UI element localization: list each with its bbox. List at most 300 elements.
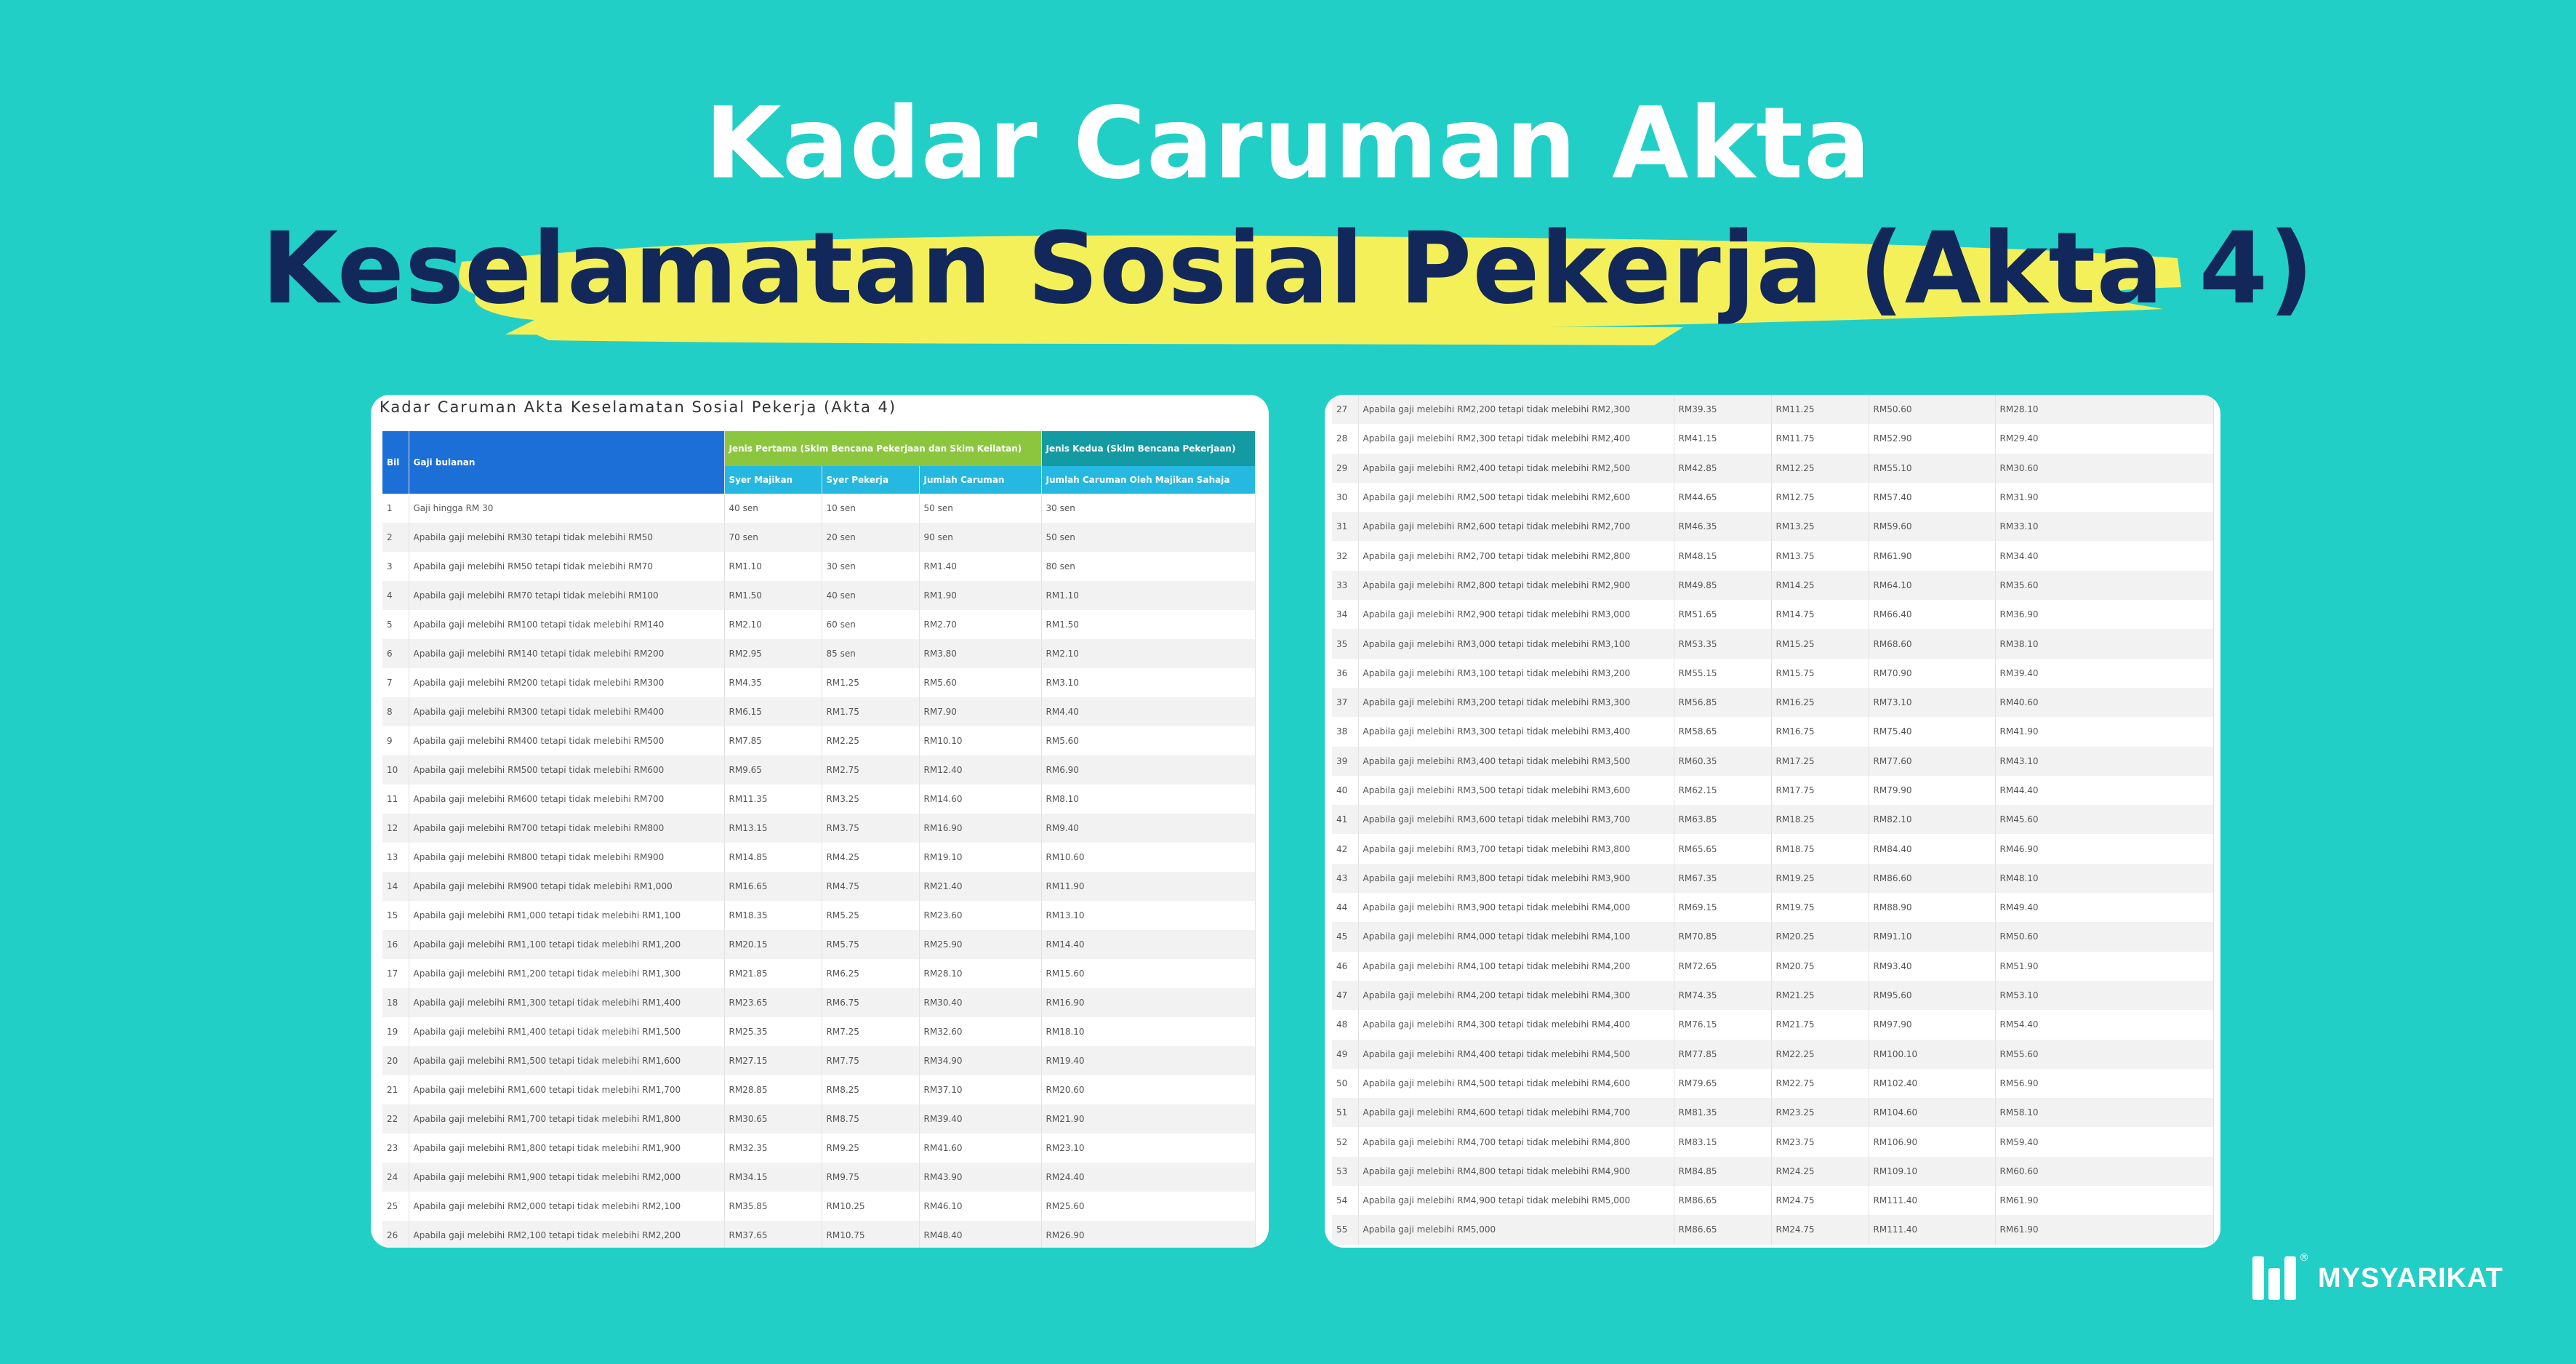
cell-bil: 45 (1332, 922, 1358, 951)
cell-syer-majikan: RM77.85 (1674, 1040, 1771, 1069)
cell-syer-majikan: RM69.15 (1674, 893, 1771, 922)
cell-jumlah-caruman: RM104.60 (1869, 1098, 1995, 1127)
cell-bil: 19 (382, 1017, 409, 1046)
cell-jumlah-majikan: RM56.90 (1995, 1069, 2213, 1098)
cell-syer-pekerja: RM13.75 (1771, 541, 1869, 570)
cell-syer-pekerja: RM4.75 (822, 872, 919, 901)
cell-gaji: Apabila gaji melebihi RM140 tetapi tidak melebihi RM200 (409, 639, 724, 668)
cell-syer-majikan: RM83.15 (1674, 1127, 1771, 1156)
cell-jumlah-caruman: RM79.90 (1869, 776, 1995, 805)
cell-jumlah-caruman: RM32.60 (919, 1017, 1041, 1046)
cell-gaji: Apabila gaji melebihi RM1,400 tetapi tidak melebihi RM1,500 (409, 1017, 724, 1046)
cell-jumlah-caruman: RM14.60 (919, 785, 1041, 814)
cell-jumlah-caruman: RM48.40 (919, 1221, 1041, 1248)
table-row (1332, 600, 2213, 629)
header-jenis-pertama: Jenis Pertama (Skim Bencana Pekerjaan dan Skim Keilatan) (724, 431, 1041, 466)
cell-jumlah-caruman: RM106.90 (1869, 1127, 1995, 1156)
contribution-table-left (382, 431, 1256, 1248)
cell-jumlah-majikan: RM51.90 (1995, 952, 2213, 981)
cell-syer-majikan: RM20.15 (724, 930, 822, 959)
table-card-left (371, 395, 1269, 1248)
cell-jumlah-majikan: RM24.40 (1041, 1163, 1255, 1192)
cell-jumlah-caruman: RM10.10 (919, 726, 1041, 755)
cell-jumlah-majikan: RM20.60 (1041, 1075, 1255, 1104)
table-row (1332, 717, 2213, 746)
cell-syer-majikan: RM9.65 (724, 755, 822, 785)
cell-gaji: Apabila gaji melebihi RM800 tetapi tidak melebihi RM900 (409, 843, 724, 872)
cell-syer-pekerja: RM15.25 (1771, 629, 1869, 658)
table-row (382, 523, 1255, 552)
cell-bil: 10 (382, 755, 409, 785)
cell-syer-pekerja: RM6.25 (822, 959, 919, 988)
cell-bil: 39 (1332, 747, 1358, 776)
table-row (382, 1192, 1255, 1221)
cell-bil: 7 (382, 668, 409, 697)
cell-jumlah-caruman: RM1.90 (919, 581, 1041, 610)
cell-gaji: Apabila gaji melebihi RM3,700 tetapi tidak melebihi RM3,800 (1358, 834, 1674, 863)
cell-gaji: Apabila gaji melebihi RM3,500 tetapi tidak melebihi RM3,600 (1358, 776, 1674, 805)
cell-jumlah-caruman: RM25.90 (919, 930, 1041, 959)
cell-jumlah-caruman: RM2.70 (919, 610, 1041, 639)
cell-syer-pekerja: 20 sen (822, 523, 919, 552)
table-row (382, 814, 1255, 843)
cell-jumlah-majikan: RM61.90 (1995, 1215, 2213, 1244)
cell-jumlah-majikan: RM9.40 (1041, 814, 1255, 843)
cell-syer-majikan: RM74.35 (1674, 981, 1771, 1010)
cell-syer-majikan: RM25.35 (724, 1017, 822, 1046)
cell-jumlah-caruman: RM97.90 (1869, 1010, 1995, 1039)
cell-bil: 17 (382, 959, 409, 988)
cell-syer-pekerja: RM21.75 (1771, 1010, 1869, 1039)
cell-gaji: Apabila gaji melebihi RM2,100 tetapi tidak melebihi RM2,200 (409, 1221, 724, 1248)
logo-mark-icon: ® (2252, 1256, 2309, 1300)
cell-syer-majikan: RM84.85 (1674, 1157, 1771, 1186)
cell-jumlah-majikan: RM30.60 (1995, 454, 2213, 483)
cell-gaji: Apabila gaji melebihi RM70 tetapi tidak melebihi RM100 (409, 581, 724, 610)
cell-syer-pekerja: RM1.75 (822, 697, 919, 726)
cell-bil: 28 (1332, 424, 1358, 453)
cell-jumlah-caruman: RM50.60 (1869, 395, 1995, 424)
cell-bil: 34 (1332, 600, 1358, 629)
cell-bil: 15 (382, 901, 409, 930)
table-row (382, 581, 1255, 610)
cell-jumlah-caruman: RM100.10 (1869, 1040, 1995, 1069)
cell-syer-majikan: RM48.15 (1674, 541, 1771, 570)
table-row (382, 901, 1255, 930)
cell-syer-pekerja: RM17.25 (1771, 747, 1869, 776)
table-row (382, 494, 1255, 523)
cell-jumlah-caruman: 50 sen (919, 494, 1041, 523)
cell-jumlah-caruman: RM84.40 (1869, 834, 1995, 863)
cell-gaji: Apabila gaji melebihi RM4,200 tetapi tidak melebihi RM4,300 (1358, 981, 1674, 1010)
cell-jumlah-majikan: RM8.10 (1041, 785, 1255, 814)
cell-bil: 29 (1332, 454, 1358, 483)
table-row (382, 1075, 1255, 1104)
cell-gaji: Apabila gaji melebihi RM4,800 tetapi tidak melebihi RM4,900 (1358, 1157, 1674, 1186)
cell-gaji: Apabila gaji melebihi RM4,700 tetapi tidak melebihi RM4,800 (1358, 1127, 1674, 1156)
cell-jumlah-majikan: RM49.40 (1995, 893, 2213, 922)
cell-jumlah-caruman: RM30.40 (919, 988, 1041, 1017)
table-row (1332, 629, 2213, 658)
cell-syer-majikan: RM79.65 (1674, 1069, 1771, 1098)
cell-bil: 38 (1332, 717, 1358, 746)
table-row (382, 930, 1255, 959)
cell-syer-majikan: RM42.85 (1674, 454, 1771, 483)
cell-gaji: Apabila gaji melebihi RM1,200 tetapi tidak melebihi RM1,300 (409, 959, 724, 988)
cell-jumlah-majikan: RM18.10 (1041, 1017, 1255, 1046)
table-row (382, 639, 1255, 668)
header-gaji-bulanan: Gaji bulanan (409, 431, 724, 494)
cell-bil: 35 (1332, 629, 1358, 658)
cell-gaji: Apabila gaji melebihi RM2,000 tetapi tidak melebihi RM2,100 (409, 1192, 724, 1221)
mysyarikat-logo (2252, 1252, 2503, 1300)
cell-syer-pekerja: RM3.25 (822, 785, 919, 814)
cell-bil: 11 (382, 785, 409, 814)
cell-gaji: Apabila gaji melebihi RM1,600 tetapi tidak melebihi RM1,700 (409, 1075, 724, 1104)
contribution-table-right (1332, 395, 2214, 1245)
cell-syer-majikan: RM86.65 (1674, 1215, 1771, 1244)
cell-syer-majikan: RM30.65 (724, 1104, 822, 1134)
table-row (382, 1046, 1255, 1075)
header-jumlah-majikan-sahaja: Jumlah Caruman Oleh Majikan Sahaja (1041, 466, 1255, 494)
cell-jumlah-caruman: RM73.10 (1869, 688, 1995, 717)
cell-bil: 9 (382, 726, 409, 755)
cell-bil: 32 (1332, 541, 1358, 570)
cell-jumlah-caruman: RM39.40 (919, 1104, 1041, 1134)
cell-syer-majikan: RM55.15 (1674, 659, 1771, 688)
cell-bil: 26 (382, 1221, 409, 1248)
cell-gaji: Apabila gaji melebihi RM2,500 tetapi tidak melebihi RM2,600 (1358, 483, 1674, 512)
table-row (382, 610, 1255, 639)
cell-syer-pekerja: RM14.75 (1771, 600, 1869, 629)
cell-jumlah-caruman: RM16.90 (919, 814, 1041, 843)
table-row (382, 1163, 1255, 1192)
cell-gaji: Apabila gaji melebihi RM1,900 tetapi tidak melebihi RM2,000 (409, 1163, 724, 1192)
cell-syer-majikan: RM18.35 (724, 901, 822, 930)
cell-jumlah-majikan: RM48.10 (1995, 864, 2213, 893)
cell-bil: 30 (1332, 483, 1358, 512)
cell-bil: 21 (382, 1075, 409, 1104)
cell-syer-majikan: RM4.35 (724, 668, 822, 697)
cell-syer-majikan: RM44.65 (1674, 483, 1771, 512)
cell-syer-pekerja: RM7.75 (822, 1046, 919, 1075)
cell-jumlah-majikan: RM59.40 (1995, 1127, 2213, 1156)
cell-jumlah-caruman: RM95.60 (1869, 981, 1995, 1010)
cell-jumlah-caruman: RM52.90 (1869, 424, 1995, 453)
cell-gaji: Apabila gaji melebihi RM4,400 tetapi tidak melebihi RM4,500 (1358, 1040, 1674, 1069)
cell-syer-majikan: RM58.65 (1674, 717, 1771, 746)
table-row (1332, 571, 2213, 600)
cell-syer-pekerja: RM15.75 (1771, 659, 1869, 688)
cell-jumlah-caruman: RM34.90 (919, 1046, 1041, 1075)
cell-bil: 6 (382, 639, 409, 668)
cell-jumlah-majikan: RM46.90 (1995, 834, 2213, 863)
cell-jumlah-caruman: RM37.10 (919, 1075, 1041, 1104)
cell-syer-pekerja: 60 sen (822, 610, 919, 639)
cell-jumlah-caruman: RM57.40 (1869, 483, 1995, 512)
cell-syer-pekerja: RM10.25 (822, 1192, 919, 1221)
cell-gaji: Apabila gaji melebihi RM1,100 tetapi tidak melebihi RM1,200 (409, 930, 724, 959)
cell-syer-pekerja: 40 sen (822, 581, 919, 610)
cell-jumlah-majikan: RM26.90 (1041, 1221, 1255, 1248)
cell-gaji: Apabila gaji melebihi RM1,700 tetapi tidak melebihi RM1,800 (409, 1104, 724, 1134)
table-row (382, 755, 1255, 785)
cell-syer-pekerja: RM2.25 (822, 726, 919, 755)
cell-syer-pekerja: 85 sen (822, 639, 919, 668)
cell-jumlah-caruman: RM77.60 (1869, 747, 1995, 776)
cell-syer-majikan: RM37.65 (724, 1221, 822, 1248)
title-line-1: Kadar Caruman Akta (705, 87, 1871, 201)
cell-jumlah-majikan: RM43.10 (1995, 747, 2213, 776)
cell-gaji: Apabila gaji melebihi RM1,300 tetapi tidak melebihi RM1,400 (409, 988, 724, 1017)
cell-bil: 50 (1332, 1069, 1358, 1098)
table-row (1332, 688, 2213, 717)
cell-syer-majikan: RM41.15 (1674, 424, 1771, 453)
cell-gaji: Apabila gaji melebihi RM700 tetapi tidak melebihi RM800 (409, 814, 724, 843)
cell-syer-majikan: RM46.35 (1674, 512, 1771, 541)
cell-jumlah-majikan: RM14.40 (1041, 930, 1255, 959)
cell-bil: 42 (1332, 834, 1358, 863)
header-bil: Bil (382, 431, 409, 494)
table-row (1332, 1157, 2213, 1186)
cell-gaji: Apabila gaji melebihi RM4,000 tetapi tidak melebihi RM4,100 (1358, 922, 1674, 951)
cell-jumlah-majikan: RM1.10 (1041, 581, 1255, 610)
cell-bil: 31 (1332, 512, 1358, 541)
cell-gaji: Apabila gaji melebihi RM2,700 tetapi tidak melebihi RM2,800 (1358, 541, 1674, 570)
cell-jumlah-caruman: RM46.10 (919, 1192, 1041, 1221)
cell-jumlah-majikan: RM44.40 (1995, 776, 2213, 805)
table-row (382, 843, 1255, 872)
cell-jumlah-majikan: RM19.40 (1041, 1046, 1255, 1075)
cell-jumlah-caruman: RM5.60 (919, 668, 1041, 697)
cell-syer-pekerja: RM22.25 (1771, 1040, 1869, 1069)
cell-gaji: Apabila gaji melebihi RM500 tetapi tidak melebihi RM600 (409, 755, 724, 785)
cell-jumlah-majikan: RM13.10 (1041, 901, 1255, 930)
cell-syer-majikan: RM53.35 (1674, 629, 1771, 658)
cell-syer-majikan: RM2.95 (724, 639, 822, 668)
table-row (1332, 981, 2213, 1010)
cell-syer-pekerja: RM23.25 (1771, 1098, 1869, 1127)
table-row (1332, 1127, 2213, 1156)
cell-gaji: Apabila gaji melebihi RM4,500 tetapi tidak melebihi RM4,600 (1358, 1069, 1674, 1098)
table-row (382, 959, 1255, 988)
cell-gaji: Apabila gaji melebihi RM400 tetapi tidak melebihi RM500 (409, 726, 724, 755)
cell-syer-pekerja: RM4.25 (822, 843, 919, 872)
cell-bil: 27 (1332, 395, 1358, 424)
cell-jumlah-majikan: RM33.10 (1995, 512, 2213, 541)
cell-bil: 47 (1332, 981, 1358, 1010)
cell-bil: 18 (382, 988, 409, 1017)
cell-jumlah-caruman: RM55.10 (1869, 454, 1995, 483)
cell-gaji: Apabila gaji melebihi RM1,000 tetapi tidak melebihi RM1,100 (409, 901, 724, 930)
cell-syer-majikan: RM72.65 (1674, 952, 1771, 981)
cell-syer-majikan: RM39.35 (1674, 395, 1771, 424)
cell-gaji: Apabila gaji melebihi RM3,100 tetapi tidak melebihi RM3,200 (1358, 659, 1674, 688)
cell-jumlah-majikan: RM39.40 (1995, 659, 2213, 688)
table-row (1332, 1069, 2213, 1098)
table-row (382, 726, 1255, 755)
cell-bil: 44 (1332, 893, 1358, 922)
cell-gaji: Apabila gaji melebihi RM3,000 tetapi tidak melebihi RM3,100 (1358, 629, 1674, 658)
cell-gaji: Apabila gaji melebihi RM3,400 tetapi tidak melebihi RM3,500 (1358, 747, 1674, 776)
table-row (1332, 541, 2213, 570)
cell-gaji: Apabila gaji melebihi RM4,600 tetapi tidak melebihi RM4,700 (1358, 1098, 1674, 1127)
cell-syer-majikan: RM81.35 (1674, 1098, 1771, 1127)
cell-jumlah-majikan: RM60.60 (1995, 1157, 2213, 1186)
table-row (382, 1017, 1255, 1046)
cell-syer-majikan: RM86.65 (1674, 1186, 1771, 1215)
cell-syer-majikan: RM67.35 (1674, 864, 1771, 893)
cell-bil: 24 (382, 1163, 409, 1192)
cell-syer-majikan: RM76.15 (1674, 1010, 1771, 1039)
cell-syer-pekerja: RM24.75 (1771, 1186, 1869, 1215)
cell-syer-majikan: RM65.65 (1674, 834, 1771, 863)
table-row (1332, 483, 2213, 512)
cell-syer-majikan: RM62.15 (1674, 776, 1771, 805)
cell-syer-pekerja: RM20.25 (1771, 922, 1869, 951)
cell-syer-majikan: 40 sen (724, 494, 822, 523)
cell-bil: 3 (382, 552, 409, 581)
cell-gaji: Apabila gaji melebihi RM30 tetapi tidak melebihi RM50 (409, 523, 724, 552)
cell-gaji: Apabila gaji melebihi RM300 tetapi tidak melebihi RM400 (409, 697, 724, 726)
cell-bil: 5 (382, 610, 409, 639)
table-row (1332, 659, 2213, 688)
cell-bil: 2 (382, 523, 409, 552)
cell-jumlah-caruman: RM12.40 (919, 755, 1041, 785)
cell-bil: 41 (1332, 805, 1358, 834)
cell-syer-pekerja: RM11.75 (1771, 424, 1869, 453)
header-jenis-kedua: Jenis Kedua (Skim Bencana Pekerjaan) (1041, 431, 1255, 466)
cell-syer-majikan: RM51.65 (1674, 600, 1771, 629)
table-row (1332, 864, 2213, 893)
cell-jumlah-caruman: RM91.10 (1869, 922, 1995, 951)
cell-syer-majikan: RM56.85 (1674, 688, 1771, 717)
cell-syer-pekerja: RM21.25 (1771, 981, 1869, 1010)
cell-syer-majikan: RM6.15 (724, 697, 822, 726)
cell-bil: 14 (382, 872, 409, 901)
cell-syer-pekerja: RM7.25 (822, 1017, 919, 1046)
cell-bil: 1 (382, 494, 409, 523)
cell-syer-pekerja: RM19.25 (1771, 864, 1869, 893)
table-row (1332, 395, 2213, 424)
cell-gaji: Apabila gaji melebihi RM1,500 tetapi tidak melebihi RM1,600 (409, 1046, 724, 1075)
cell-bil: 36 (1332, 659, 1358, 688)
cell-gaji: Apabila gaji melebihi RM2,600 tetapi tidak melebihi RM2,700 (1358, 512, 1674, 541)
cell-jumlah-caruman: RM70.90 (1869, 659, 1995, 688)
cell-syer-pekerja: 10 sen (822, 494, 919, 523)
cell-jumlah-caruman: RM111.40 (1869, 1215, 1995, 1244)
cell-syer-majikan: RM7.85 (724, 726, 822, 755)
cell-syer-majikan: RM32.35 (724, 1134, 822, 1163)
cell-gaji: Apabila gaji melebihi RM4,100 tetapi tidak melebihi RM4,200 (1358, 952, 1674, 981)
cell-jumlah-caruman: RM43.90 (919, 1163, 1041, 1192)
cell-bil: 49 (1332, 1040, 1358, 1069)
cell-jumlah-majikan: RM34.40 (1995, 541, 2213, 570)
cell-gaji: Apabila gaji melebihi RM900 tetapi tidak melebihi RM1,000 (409, 872, 724, 901)
cell-syer-majikan: RM2.10 (724, 610, 822, 639)
cell-syer-majikan: RM70.85 (1674, 922, 1771, 951)
table-row (382, 552, 1255, 581)
cell-syer-pekerja: 30 sen (822, 552, 919, 581)
cell-jumlah-caruman: RM1.40 (919, 552, 1041, 581)
cell-gaji: Apabila gaji melebihi RM2,400 tetapi tidak melebihi RM2,500 (1358, 454, 1674, 483)
table-row (382, 1104, 1255, 1134)
table-row (382, 697, 1255, 726)
cell-jumlah-caruman: RM21.40 (919, 872, 1041, 901)
cell-jumlah-caruman: RM61.90 (1869, 541, 1995, 570)
cell-bil: 4 (382, 581, 409, 610)
cell-jumlah-majikan: RM54.40 (1995, 1010, 2213, 1039)
cell-bil: 12 (382, 814, 409, 843)
cell-syer-majikan: RM28.85 (724, 1075, 822, 1104)
cell-jumlah-caruman: RM93.40 (1869, 952, 1995, 981)
cell-jumlah-majikan: RM15.60 (1041, 959, 1255, 988)
cell-syer-pekerja: RM3.75 (822, 814, 919, 843)
cell-jumlah-majikan: RM10.60 (1041, 843, 1255, 872)
cell-jumlah-majikan: RM38.10 (1995, 629, 2213, 658)
table-row (382, 668, 1255, 697)
cell-syer-majikan: RM13.15 (724, 814, 822, 843)
cell-gaji: Apabila gaji melebihi RM2,300 tetapi tidak melebihi RM2,400 (1358, 424, 1674, 453)
title-line-2: Keselamatan Sosial Pekerja (Akta 4) (261, 212, 2315, 326)
cell-syer-pekerja: RM17.75 (1771, 776, 1869, 805)
cell-jumlah-majikan: 50 sen (1041, 523, 1255, 552)
cell-jumlah-majikan: RM50.60 (1995, 922, 2213, 951)
cell-gaji: Apabila gaji melebihi RM5,000 (1358, 1215, 1674, 1244)
cell-syer-pekerja: RM14.25 (1771, 571, 1869, 600)
cell-jumlah-majikan: RM4.40 (1041, 697, 1255, 726)
cell-syer-majikan: RM11.35 (724, 785, 822, 814)
cell-syer-pekerja: RM16.75 (1771, 717, 1869, 746)
cell-jumlah-majikan: RM31.90 (1995, 483, 2213, 512)
cell-bil: 13 (382, 843, 409, 872)
cell-syer-pekerja: RM18.75 (1771, 834, 1869, 863)
cell-syer-pekerja: RM6.75 (822, 988, 919, 1017)
header-syer-pekerja: Syer Pekerja (822, 466, 919, 494)
cell-syer-majikan: 70 sen (724, 523, 822, 552)
cell-gaji: Apabila gaji melebihi RM2,200 tetapi tidak melebihi RM2,300 (1358, 395, 1674, 424)
cell-gaji: Apabila gaji melebihi RM2,800 tetapi tidak melebihi RM2,900 (1358, 571, 1674, 600)
cell-gaji: Apabila gaji melebihi RM2,900 tetapi tidak melebihi RM3,000 (1358, 600, 1674, 629)
cell-syer-pekerja: RM11.25 (1771, 395, 1869, 424)
cell-jumlah-majikan: RM11.90 (1041, 872, 1255, 901)
cell-bil: 52 (1332, 1127, 1358, 1156)
cell-jumlah-caruman: 90 sen (919, 523, 1041, 552)
table-row (1332, 454, 2213, 483)
cell-syer-majikan: RM23.65 (724, 988, 822, 1017)
cell-syer-pekerja: RM8.25 (822, 1075, 919, 1104)
table-row (1332, 747, 2213, 776)
cell-bil: 46 (1332, 952, 1358, 981)
cell-gaji: Apabila gaji melebihi RM1,800 tetapi tidak melebihi RM1,900 (409, 1134, 724, 1163)
cell-bil: 23 (382, 1134, 409, 1163)
cell-syer-majikan: RM63.85 (1674, 805, 1771, 834)
cell-bil: 48 (1332, 1010, 1358, 1039)
cell-jumlah-majikan: RM36.90 (1995, 600, 2213, 629)
cell-jumlah-caruman: RM41.60 (919, 1134, 1041, 1163)
cell-jumlah-caruman: RM68.60 (1869, 629, 1995, 658)
cell-jumlah-caruman: RM23.60 (919, 901, 1041, 930)
cell-gaji: Apabila gaji melebihi RM100 tetapi tidak melebihi RM140 (409, 610, 724, 639)
cell-syer-pekerja: RM18.25 (1771, 805, 1869, 834)
cell-jumlah-majikan: RM45.60 (1995, 805, 2213, 834)
cell-jumlah-majikan: RM61.90 (1995, 1186, 2213, 1215)
cell-syer-majikan: RM60.35 (1674, 747, 1771, 776)
cell-syer-pekerja: RM24.75 (1771, 1215, 1869, 1244)
cell-gaji: Apabila gaji melebihi RM50 tetapi tidak melebihi RM70 (409, 552, 724, 581)
cell-jumlah-caruman: RM19.10 (919, 843, 1041, 872)
cell-syer-pekerja: RM9.75 (822, 1163, 919, 1192)
